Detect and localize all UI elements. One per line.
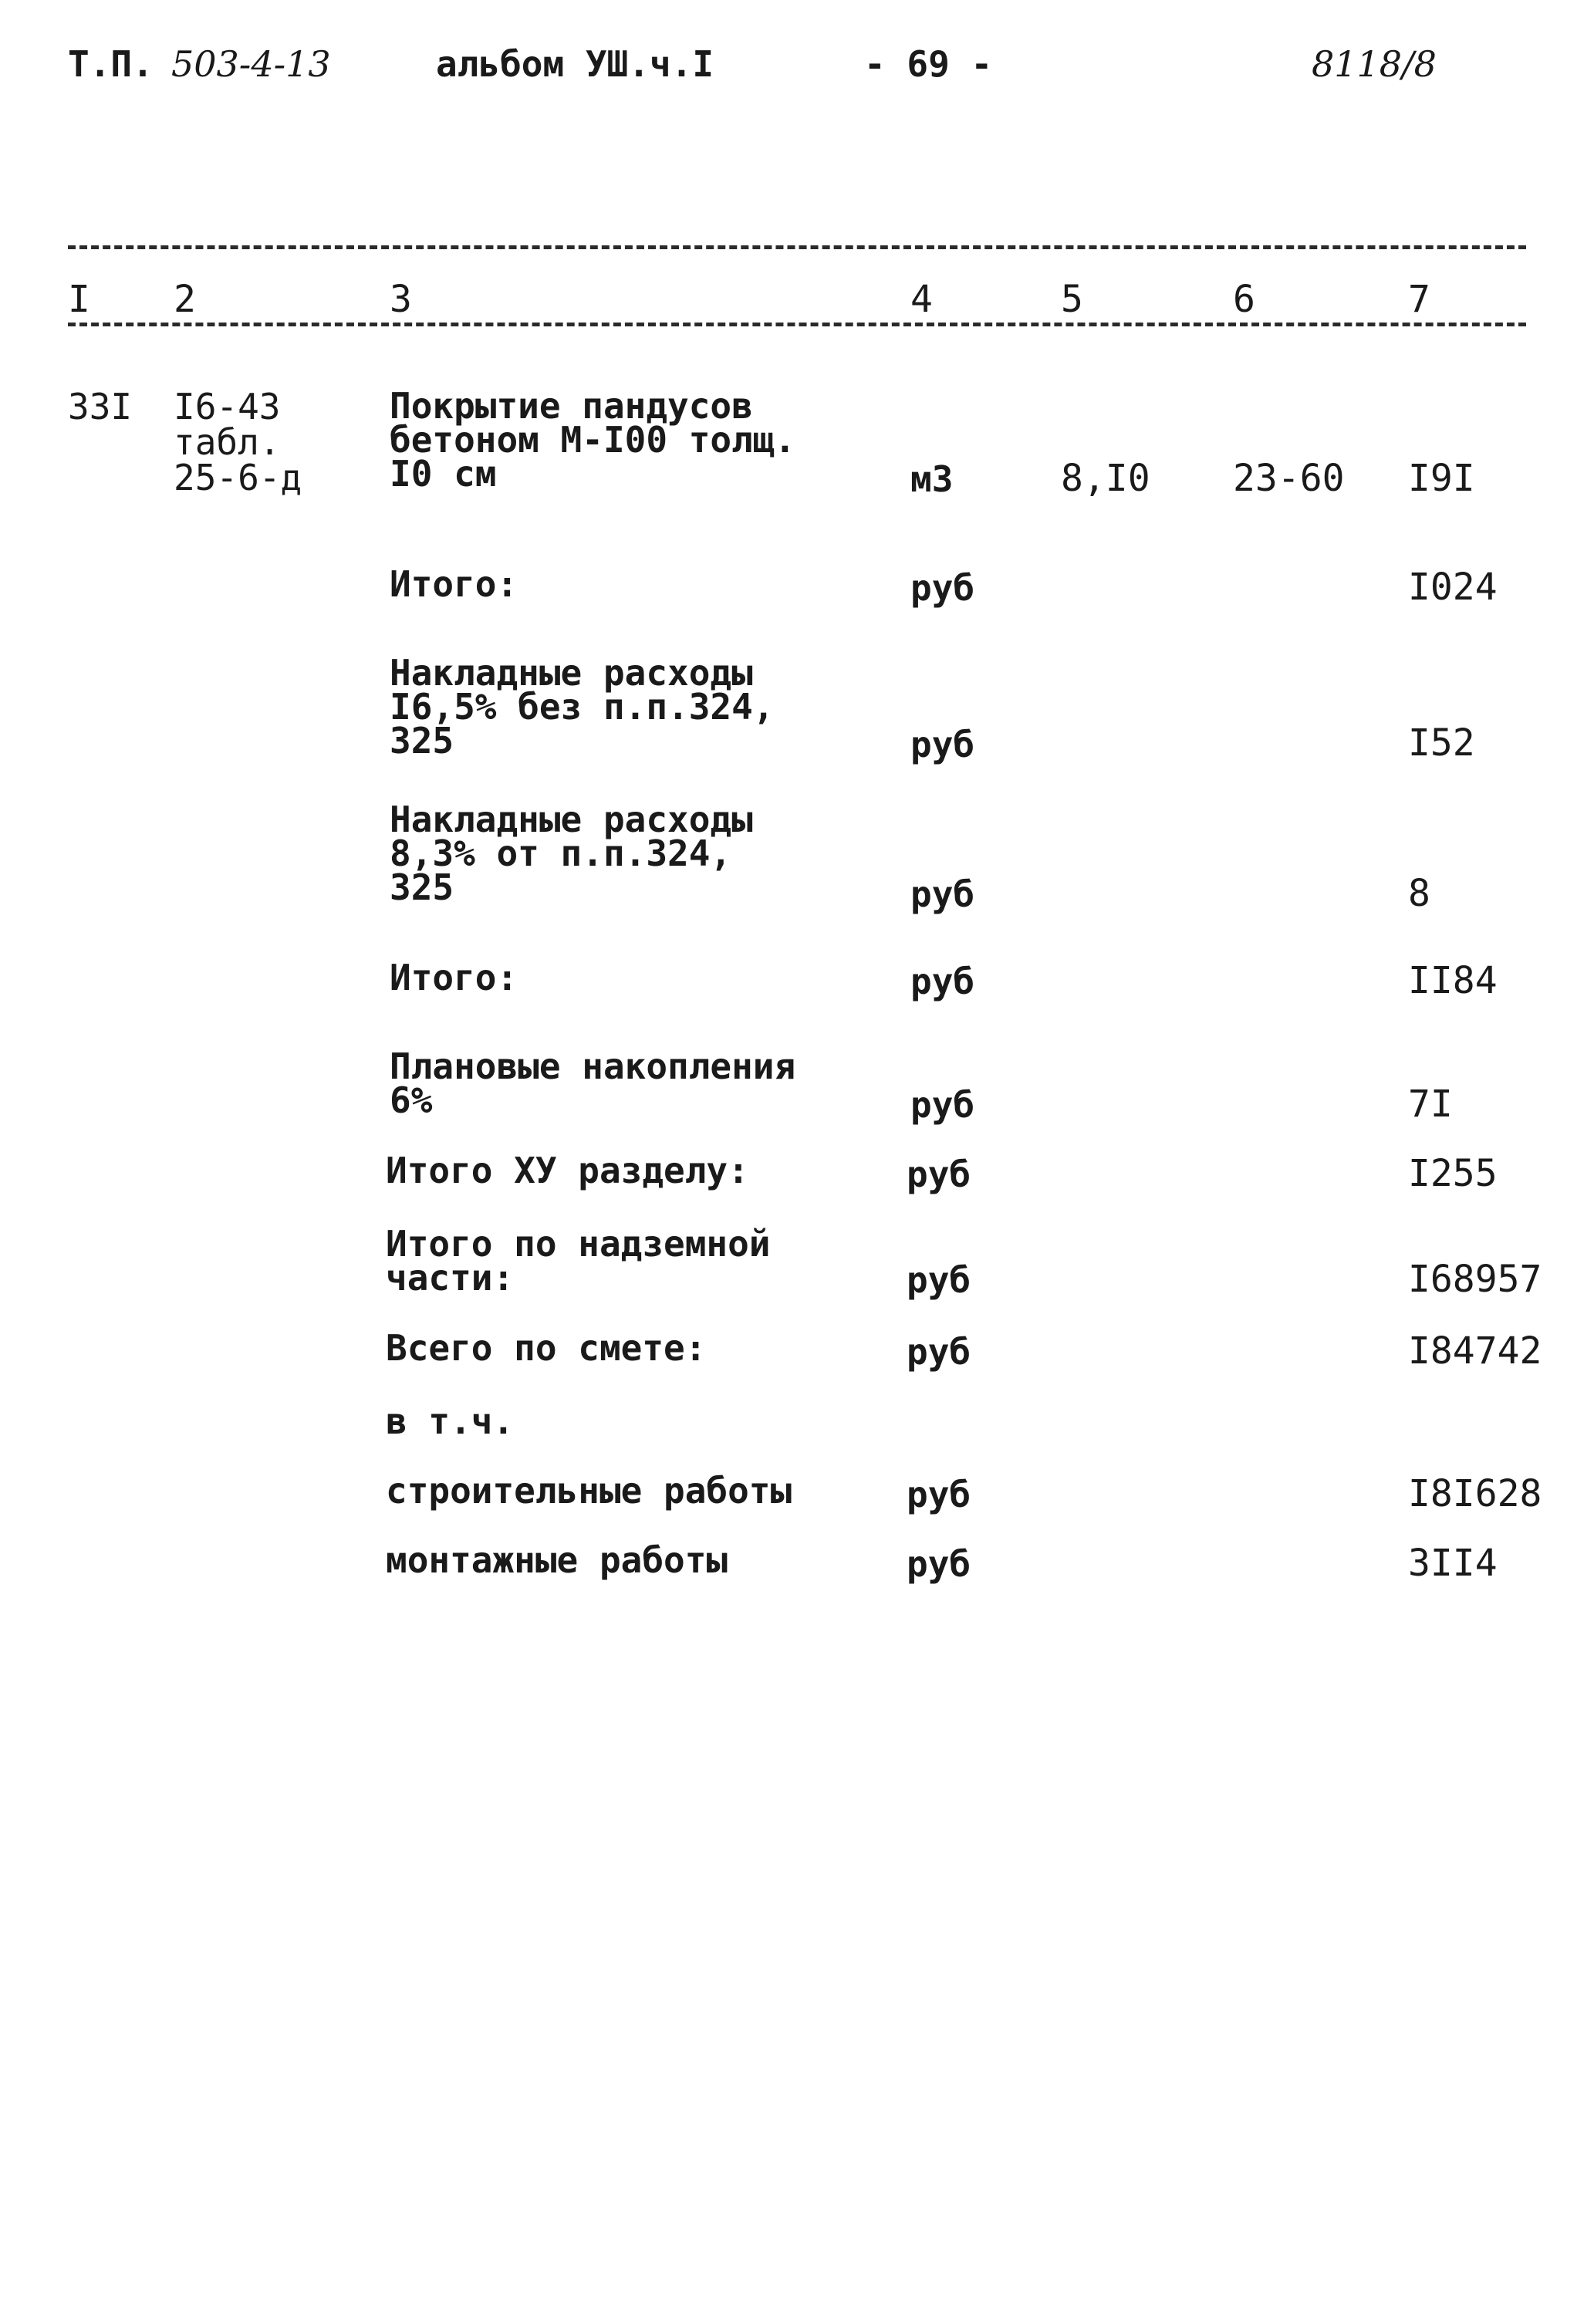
document-reference: 8118/8 <box>1312 43 1437 85</box>
summary-row-unit: руб <box>907 1331 971 1373</box>
summary-row-total: 7I <box>1408 1083 1453 1126</box>
summary-row-unit: руб <box>910 873 975 915</box>
album-label: альбом УШ.ч.I <box>436 43 714 85</box>
summary-row-label: Итого ХУ разделу: <box>386 1150 749 1191</box>
summary-row-label: Итого: <box>390 957 518 998</box>
col-7-number: 7 <box>1408 278 1430 321</box>
summary-row-label-line: Плановые накопления <box>390 1045 796 1087</box>
tp-number: 503-4-13 <box>171 43 331 85</box>
item-description-line: бетоном М-I00 толщ. <box>390 419 796 461</box>
summary-row-label <box>390 652 775 762</box>
item-reference <box>174 386 302 498</box>
summary-row-label: Итого: <box>390 563 518 605</box>
summary-row-label-line: 6% <box>390 1079 433 1121</box>
summary-row-unit: руб <box>907 1543 971 1585</box>
summary-row-label <box>390 799 753 908</box>
item-description-line: Покрытие пандусов <box>390 385 753 427</box>
summary-row-label: Всего по смете: <box>386 1327 707 1369</box>
summary-row-label-line: I6,5% без п.п.324, <box>390 686 775 728</box>
summary-row-label-line: части: <box>386 1257 515 1299</box>
summary-row-total: I68957 <box>1408 1258 1542 1301</box>
summary-row-label-line: Накладные расходы <box>390 799 753 840</box>
summary-row-label-line: Итого по надземной <box>386 1223 771 1265</box>
summary-row-total: I024 <box>1408 566 1498 609</box>
item-quantity: 8,I0 <box>1061 457 1150 500</box>
col-6-number: 6 <box>1233 278 1255 321</box>
item-unit: м3 <box>910 458 954 500</box>
col-1-number: I <box>68 278 90 321</box>
header-divider <box>68 323 1526 326</box>
summary-row-unit: руб <box>910 567 975 609</box>
col-2-number: 2 <box>174 278 196 321</box>
summary-row-label-line: Накладные расходы <box>390 652 753 694</box>
item-reference-line: табл. <box>174 421 281 463</box>
summary-row-label: строительные работы <box>386 1470 792 1512</box>
item-description <box>390 385 796 495</box>
summary-row-unit: руб <box>910 961 975 1002</box>
item-unit-price: 23-60 <box>1233 457 1345 500</box>
tp-label: Т.П. <box>68 43 154 85</box>
col-3-number: 3 <box>390 278 412 321</box>
summary-row-total: I84742 <box>1408 1329 1542 1373</box>
summary-row-unit: руб <box>907 1259 971 1301</box>
summary-row-label <box>390 1045 796 1121</box>
summary-row-label <box>386 1223 771 1299</box>
summary-row-label: в т.ч. <box>386 1400 515 1442</box>
summary-row-unit: руб <box>910 724 975 765</box>
item-number: 33I <box>68 386 133 427</box>
summary-row-total: 8 <box>1408 872 1430 915</box>
summary-row-unit: руб <box>907 1474 971 1515</box>
summary-row-total: I52 <box>1408 721 1475 765</box>
summary-row-unit: руб <box>907 1154 971 1195</box>
summary-row-total: I255 <box>1408 1152 1498 1195</box>
item-description-line: I0 см <box>390 453 497 495</box>
col-4-number: 4 <box>910 278 933 321</box>
summary-row-total: 3II4 <box>1408 1542 1498 1585</box>
summary-row-label-line: 325 <box>390 720 454 762</box>
summary-row-unit: руб <box>910 1084 975 1126</box>
top-divider <box>68 245 1526 249</box>
item-reference-line: I6-43 <box>174 386 281 427</box>
col-5-number: 5 <box>1061 278 1083 321</box>
summary-row-label-line: 325 <box>390 866 454 908</box>
summary-row-label-line: 8,3% от п.п.324, <box>390 833 732 874</box>
summary-row-total: II84 <box>1408 959 1498 1002</box>
summary-row-total: I8I628 <box>1408 1472 1542 1515</box>
item-total: I9I <box>1408 457 1475 500</box>
page-number: - 69 - <box>864 43 993 85</box>
item-reference-line: 25-6-д <box>174 457 302 498</box>
summary-row-label: монтажные работы <box>386 1539 728 1581</box>
